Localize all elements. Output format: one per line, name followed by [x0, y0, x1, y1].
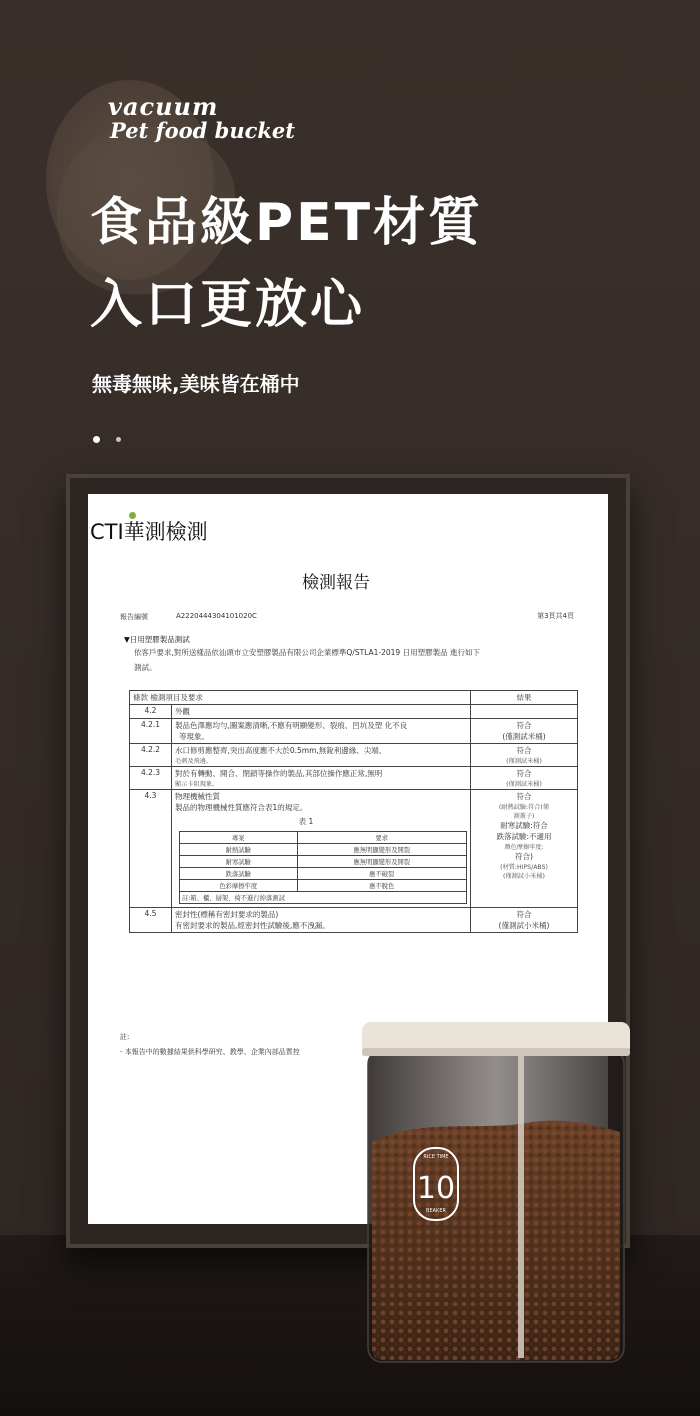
intro-text-cont: 測試。 [134, 663, 157, 672]
clause-line: 製品色澤應均勻,圖案應清晰,不應有明顯變形、裂痕、凹坑及塑 化不良 [175, 721, 408, 730]
report-number-label: 報告編號 [120, 613, 148, 621]
table1-head: 要求 [297, 832, 466, 844]
pet-food-bucket [362, 1022, 630, 1368]
result-line: 顏色摩擦牢度: [504, 844, 544, 851]
result-line: 符合 [516, 746, 532, 755]
table1-cell: 應無明顯變形及開裂 [297, 844, 466, 856]
table1-cell: 耐熱試驗 [180, 844, 298, 856]
clause-no: 4.3 [130, 790, 172, 908]
result-line: (僅測試米桶) [502, 732, 546, 741]
result-line: 耐寒試驗:符合 [500, 821, 548, 830]
table-row [130, 719, 578, 744]
result-line: (僅測試米桶) [506, 781, 542, 788]
headline-line1: 食品級PET材質 [90, 193, 484, 253]
hero-script-line1: vacuum [108, 92, 219, 121]
table1-cell: 應不脫色 [297, 880, 466, 892]
header-item: 條款 檢測項目及要求 [130, 691, 471, 705]
clause-line: 等現象。 [179, 732, 209, 741]
result-line: 測蓋子) [513, 813, 535, 820]
table-row [130, 767, 578, 790]
intro-text: 依客戶要求,對所送樣品依汕頭市立安塑膠製品有限公司企業標準Q/STLA1-2019 日用塑膠製品 進行如下 [134, 648, 480, 657]
display-value: 10 [416, 1171, 456, 1206]
result-line: 符合 [516, 769, 532, 778]
table1 [179, 831, 467, 904]
table-header-row [130, 691, 578, 705]
table1-cell: 應不破裂 [297, 868, 466, 880]
page-number: 第3頁共4頁 [537, 612, 574, 620]
results-table [129, 690, 578, 933]
clause-line: 顯示卡阻現象。 [175, 781, 219, 788]
clause-text [172, 790, 471, 908]
report-title: 檢測報告 [302, 573, 370, 593]
clause-result [471, 744, 578, 767]
table1-caption: 表 1 [298, 817, 314, 826]
result-line: 符合) [515, 852, 533, 861]
clause-result [471, 908, 578, 933]
note-text: - 本報告中的數據結果供科學研究、教學、企業內部品質控 [120, 1048, 300, 1056]
result-line: (僅測試小米桶) [503, 873, 545, 880]
result-line: 符合 [516, 910, 532, 919]
clause-line: 水口修剪應整齊,突出高度應不大於0.5mm,無銳利邊緣、尖端、 [175, 746, 387, 755]
table-row [130, 705, 578, 719]
display-top-label: RICE TIME [423, 1154, 449, 1160]
subheadline: 無毒無味,美味皆在桶中 [92, 372, 300, 396]
clause-no: 4.2.1 [130, 719, 172, 744]
hero-script-line2: Pet food bucket [110, 118, 295, 143]
result-line: (耐熱試驗:符合(僅 [498, 804, 550, 811]
clause-no: 4.2.3 [130, 767, 172, 790]
table1-cell: 色彩摩擦牢度 [180, 880, 298, 892]
clause-text: 外觀 [172, 705, 471, 719]
clause-text [172, 719, 471, 744]
carousel-dot [116, 437, 121, 442]
clause-no: 4.5 [130, 908, 172, 933]
table1-note: 註:箱、櫃、層架、椅不進行掉落測試 [180, 892, 467, 904]
carousel-dot-active [93, 436, 100, 443]
clause-line: 毛刺及飛邊。 [175, 758, 213, 765]
clause-result [471, 719, 578, 744]
clause-result [471, 705, 578, 719]
result-line: 跌落試驗:不適用 [496, 832, 552, 841]
table1-cell: 跌落試驗 [180, 868, 298, 880]
table1-head: 專案 [180, 832, 298, 844]
clause-line: 有密封要求的製品,經密封性試驗後,應不洩漏。 [175, 921, 330, 930]
result-line: 符合 [516, 792, 532, 801]
headline-line2: 入口更放心 [90, 275, 366, 335]
clause-text [172, 908, 471, 933]
clause-result [471, 790, 578, 908]
result-line: (材質:HIPS/ABS) [500, 864, 548, 871]
table-row [130, 790, 578, 908]
table-row [130, 908, 578, 933]
display-bottom-label: BEAKER [426, 1208, 446, 1214]
header-result: 結果 [471, 691, 578, 705]
clause-line: 對於有轉動、開合、閉鎖等操作的製品,其部位操作應正常,無明 [175, 769, 383, 778]
clause-result [471, 767, 578, 790]
result-line: (僅測試小米桶) [498, 921, 550, 930]
report-number: A2220444304101020C [176, 612, 257, 620]
clause-line: 密封性(標稱有密封要求的製品) [175, 910, 279, 919]
clause-no: 4.2.2 [130, 744, 172, 767]
clause-text [172, 767, 471, 790]
table1-cell: 耐寒試驗 [180, 856, 298, 868]
table1-cell: 應無明顯變形及開裂 [297, 856, 466, 868]
lab-name: CTI華測檢測 [90, 520, 208, 544]
result-line: (僅測試米桶) [506, 758, 542, 765]
note-label: 註: [120, 1033, 130, 1041]
clause-no: 4.2 [130, 705, 172, 719]
clause-text [172, 744, 471, 767]
clause-line: 製品的物理機械性質應符合表1的規定。 [175, 803, 308, 812]
table-row [130, 744, 578, 767]
result-line: 符合 [516, 721, 532, 730]
section-heading: ▼日用塑膠製品測試 [124, 635, 190, 644]
clause-line: 物理機械性質 [175, 792, 220, 801]
